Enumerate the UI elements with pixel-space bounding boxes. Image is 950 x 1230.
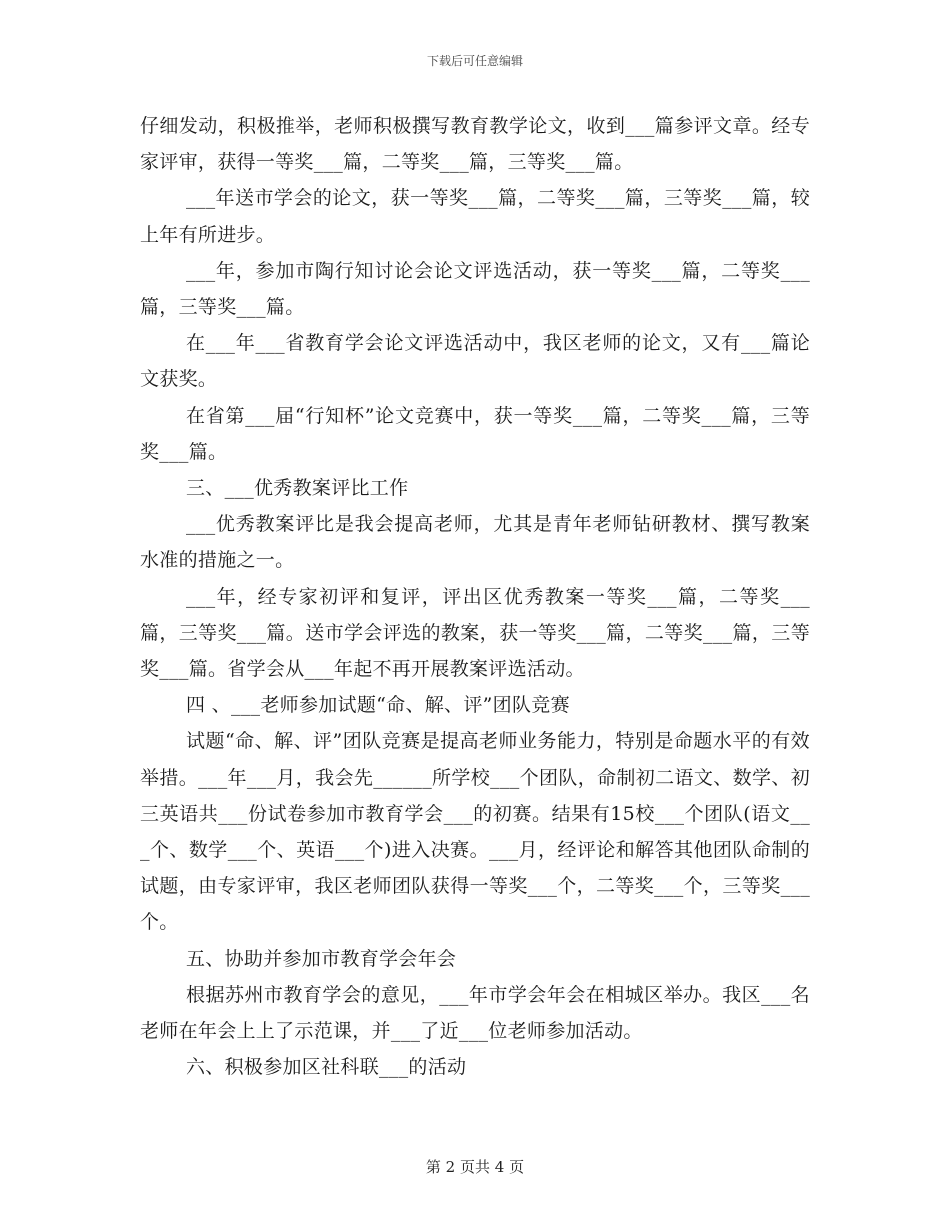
- section-heading: 四 、___老师参加试题“命、解、评”团队竞赛: [186, 694, 570, 717]
- page-header: 下载后可任意编辑: [426, 54, 523, 68]
- paragraph: ___年送市学会的论文，获一等奖___篇，二等奖___篇，三等奖___篇，较上年有所进步。: [140, 187, 810, 246]
- document-body: [140, 108, 810, 1085]
- page-footer: 第 2 页共 4 页: [425, 1158, 525, 1176]
- section-heading: 六、积极参加区社科联___的活动: [186, 1056, 467, 1079]
- section-heading: 五、协助并参加市教育学会年会: [186, 947, 457, 970]
- paragraph: 在___年___省教育学会论文评选活动中，我区老师的论文，又有___篇论文获奖。: [140, 332, 810, 391]
- paragraph: 在省第___届“行知杯”论文竞赛中，获一等奖___篇，二等奖___篇，三等奖___篇。: [140, 404, 810, 463]
- paragraph: ___年，经专家初评和复评，评出区优秀教案一等奖___篇，二等奖___篇，三等奖___篇。送市学会评选的教案，获一等奖___篇，二等奖___篇，三等奖___篇。省学会从___年起不再开展教案评选活动。: [140, 585, 810, 681]
- paragraph: 根据苏州市教育学会的意见，___年市学会年会在相城区举办。我区___名老师在年会上上了示范课，并___了近___位老师参加活动。: [140, 983, 810, 1043]
- section-heading: 三、___优秀教案评比工作: [186, 477, 409, 500]
- paragraph: ___年，参加市陶行知讨论会论文评选活动，获一等奖___篇，二等奖___篇，三等奖___篇。: [140, 259, 810, 319]
- paragraph: ___优秀教案评比是我会提高老师，尤其是青年老师钻研教材、撰写教案水准的措施之一。: [140, 513, 810, 572]
- paragraph: 仔细发动，积极推举，老师积极撰写教育教学论文，收到___篇参评文章。经专家评审，获得一等奖___篇，二等奖___篇，三等奖___篇。: [140, 115, 810, 174]
- paragraph: 试题“命、解、评”团队竞赛是提高老师业务能力，特别是命题水平的有效举措。___年___月，我会先______所学校___个团队，命制初二语文、数学、初三英语共___份试卷参加市教育学会___的初赛。结果有15校___个团队(语文___个、数学___个、英语___个)进入决赛。___月，经评论和解答其他团队命制的试题，由专家评审，我区老师团队获得一等奖___个，二等奖___个，三等奖___个。: [140, 730, 810, 934]
